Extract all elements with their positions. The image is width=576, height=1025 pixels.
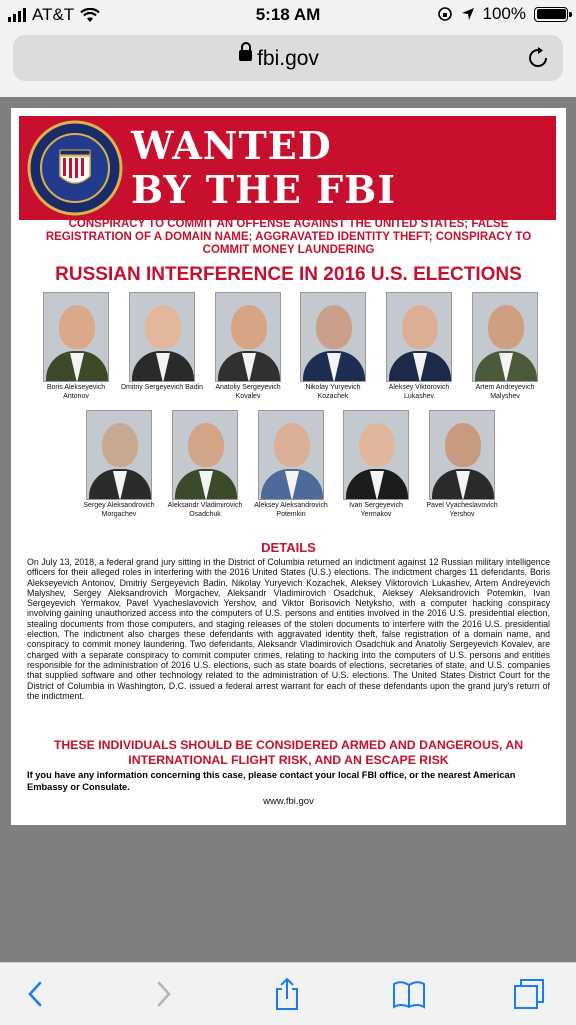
orientation-lock-icon: [437, 6, 453, 22]
title-line-1: WANTED: [131, 123, 332, 168]
suspect-photo: [429, 410, 495, 500]
suspect-card: [34, 292, 118, 401]
suspect-card: [377, 292, 461, 401]
battery-percent: 100%: [482, 4, 526, 23]
suspect-name: Aleksey Aleksandrovich Potemkin: [254, 502, 328, 518]
suspect-card: [291, 292, 375, 401]
battery-icon: [534, 7, 568, 22]
suspect-photo: [258, 410, 324, 500]
suspect-card: [206, 292, 290, 401]
suspect-photo: [300, 292, 366, 382]
suspect-name: Nikolay Yuryevich Kozachek: [305, 384, 361, 400]
suspect-photo: [215, 292, 281, 382]
suspect-card: [420, 410, 504, 519]
details-heading: DETAILS: [261, 540, 316, 555]
fbi-seal-icon: [27, 120, 123, 216]
wanted-title: [131, 124, 396, 212]
charges-text: CONSPIRACY TO COMMIT AN OFFENSE AGAINST THE UNITED STATES; FALSE REGISTRATION OF A DOMAIN NAME; AGGRAVATED IDENTITY THEFT; CONSPIRACY TO COMMIT MONEY LAUNDERING: [45, 218, 532, 256]
suspect-photo: [43, 292, 109, 382]
back-icon[interactable]: [19, 977, 53, 1011]
suspect-card: [120, 292, 204, 393]
suspect-name: Artem Andreyevich Malyshev: [475, 384, 535, 400]
forward-icon[interactable]: [146, 977, 180, 1011]
suspect-card: [77, 410, 161, 519]
address-domain: fbi.gov: [257, 47, 319, 70]
suspect-photo: [472, 292, 538, 382]
reload-icon[interactable]: [526, 46, 550, 70]
tabs-icon[interactable]: [512, 977, 546, 1011]
case-heading: RUSSIAN INTERFERENCE IN 2016 U.S. ELECTIONS: [55, 264, 522, 285]
suspect-name: Pavel Vyacheslavovich Yershov: [426, 502, 498, 518]
suspect-name: Boris Alekseyevich Antonov: [46, 384, 106, 400]
suspect-name: Sergey Aleksandrovich Morgachev: [83, 502, 155, 518]
suspect-photo: [86, 410, 152, 500]
browser-header: [0, 30, 576, 97]
website-link[interactable]: www.fbi.gov: [263, 796, 314, 807]
carrier-label: AT&T: [32, 5, 75, 24]
bookmarks-icon[interactable]: [392, 977, 426, 1011]
suspect-card: [163, 410, 247, 519]
suspect-name: Anatoliy Sergeyevich Kovalev: [215, 384, 281, 400]
suspect-name: Aleksey Viktorovich Lukashev: [388, 384, 450, 400]
share-icon[interactable]: [270, 977, 304, 1011]
suspect-photo: [129, 292, 195, 382]
suspect-photo: [343, 410, 409, 500]
wanted-poster: [11, 108, 566, 825]
suspect-card: [249, 410, 333, 519]
warning-text: THESE INDIVIDUALS SHOULD BE CONSIDERED ARMED AND DANGEROUS, AN INTERNATIONAL FLIGHT RISK, AND AN ESCAPE RISK: [53, 738, 524, 767]
suspect-photo: [386, 292, 452, 382]
suspect-card: [463, 292, 547, 401]
browser-toolbar: [0, 962, 576, 1025]
address-bar[interactable]: [13, 35, 563, 81]
details-text: On July 13, 2018, a federal grand jury sitting in the District of Columbia returned an indictment against 12 Russian military intelligence officers for their alleged roles in interfering with the 2016 United States (U.S.) elections. The indictment charges 11 defendants, Boris Alekseyevich Antonov, Dmitriy Sergeyevich Badin, Nikolay Yuryevich Kozachek, Aleksey Viktorovich Lukashev, Artem Andreyevich Malyshev, Sergey Aleksandrovich Morgachev, Aleksandr Vladimirovich Osadchuk, Aleksey Aleksandrovich Potemkin, Ivan Sergeyevich Yermakov, Pavel Vyacheslavovich Yershov, and Viktor Borisovich Netyksho, with a computer hacking conspiracy involving gaining unauthorized access into the computers of U.S. persons and entities involved in the 2016 U.S. presidential election, stealing documents from those computers, and staging releases of the stolen documents to interfere with the 2016 U.S. presidential election. The indictment also charges these defendants with aggravated identity theft, false registration of a domain name, and conspiracy to commit money laundering. Two defendants, Aleksandr Vladimirovich Osadchuk and Anatoliy Sergeyevich Kovalev, are charged with a separate conspiracy to commit computer crimes, relating to hacking into the computers of U.S. persons and entities responsible for the administration of 2016 U.S. elections, such as state boards of elections, secretaries of state, and U.S. companies that supplied software and other technology related to the administration of U.S. elections. The United States District Court for the District of Columbia in Washington, D.C. issued a federal arrest warrant for each of these defendants upon the grand jury's return of the indictment.: [27, 557, 550, 701]
suspect-photo: [172, 410, 238, 500]
suspect-name: Dmitriy Sergeyevich Badin: [120, 384, 204, 391]
status-bar: [0, 0, 576, 30]
wanted-banner: [19, 116, 556, 220]
clock: 5:18 AM: [255, 5, 321, 24]
suspect-name: Ivan Sergeyevich Yermakov: [349, 502, 403, 518]
suspect-name: Aleksandr Vladimirovich Osadchuk: [167, 502, 243, 518]
location-icon: [461, 7, 475, 21]
title-line-2: BY THE FBI: [131, 167, 397, 212]
suspect-card: [334, 410, 418, 519]
contact-text: If you have any information concerning this case, please contact your local FBI office, or the nearest American Embassy or Consulate.: [27, 770, 516, 792]
